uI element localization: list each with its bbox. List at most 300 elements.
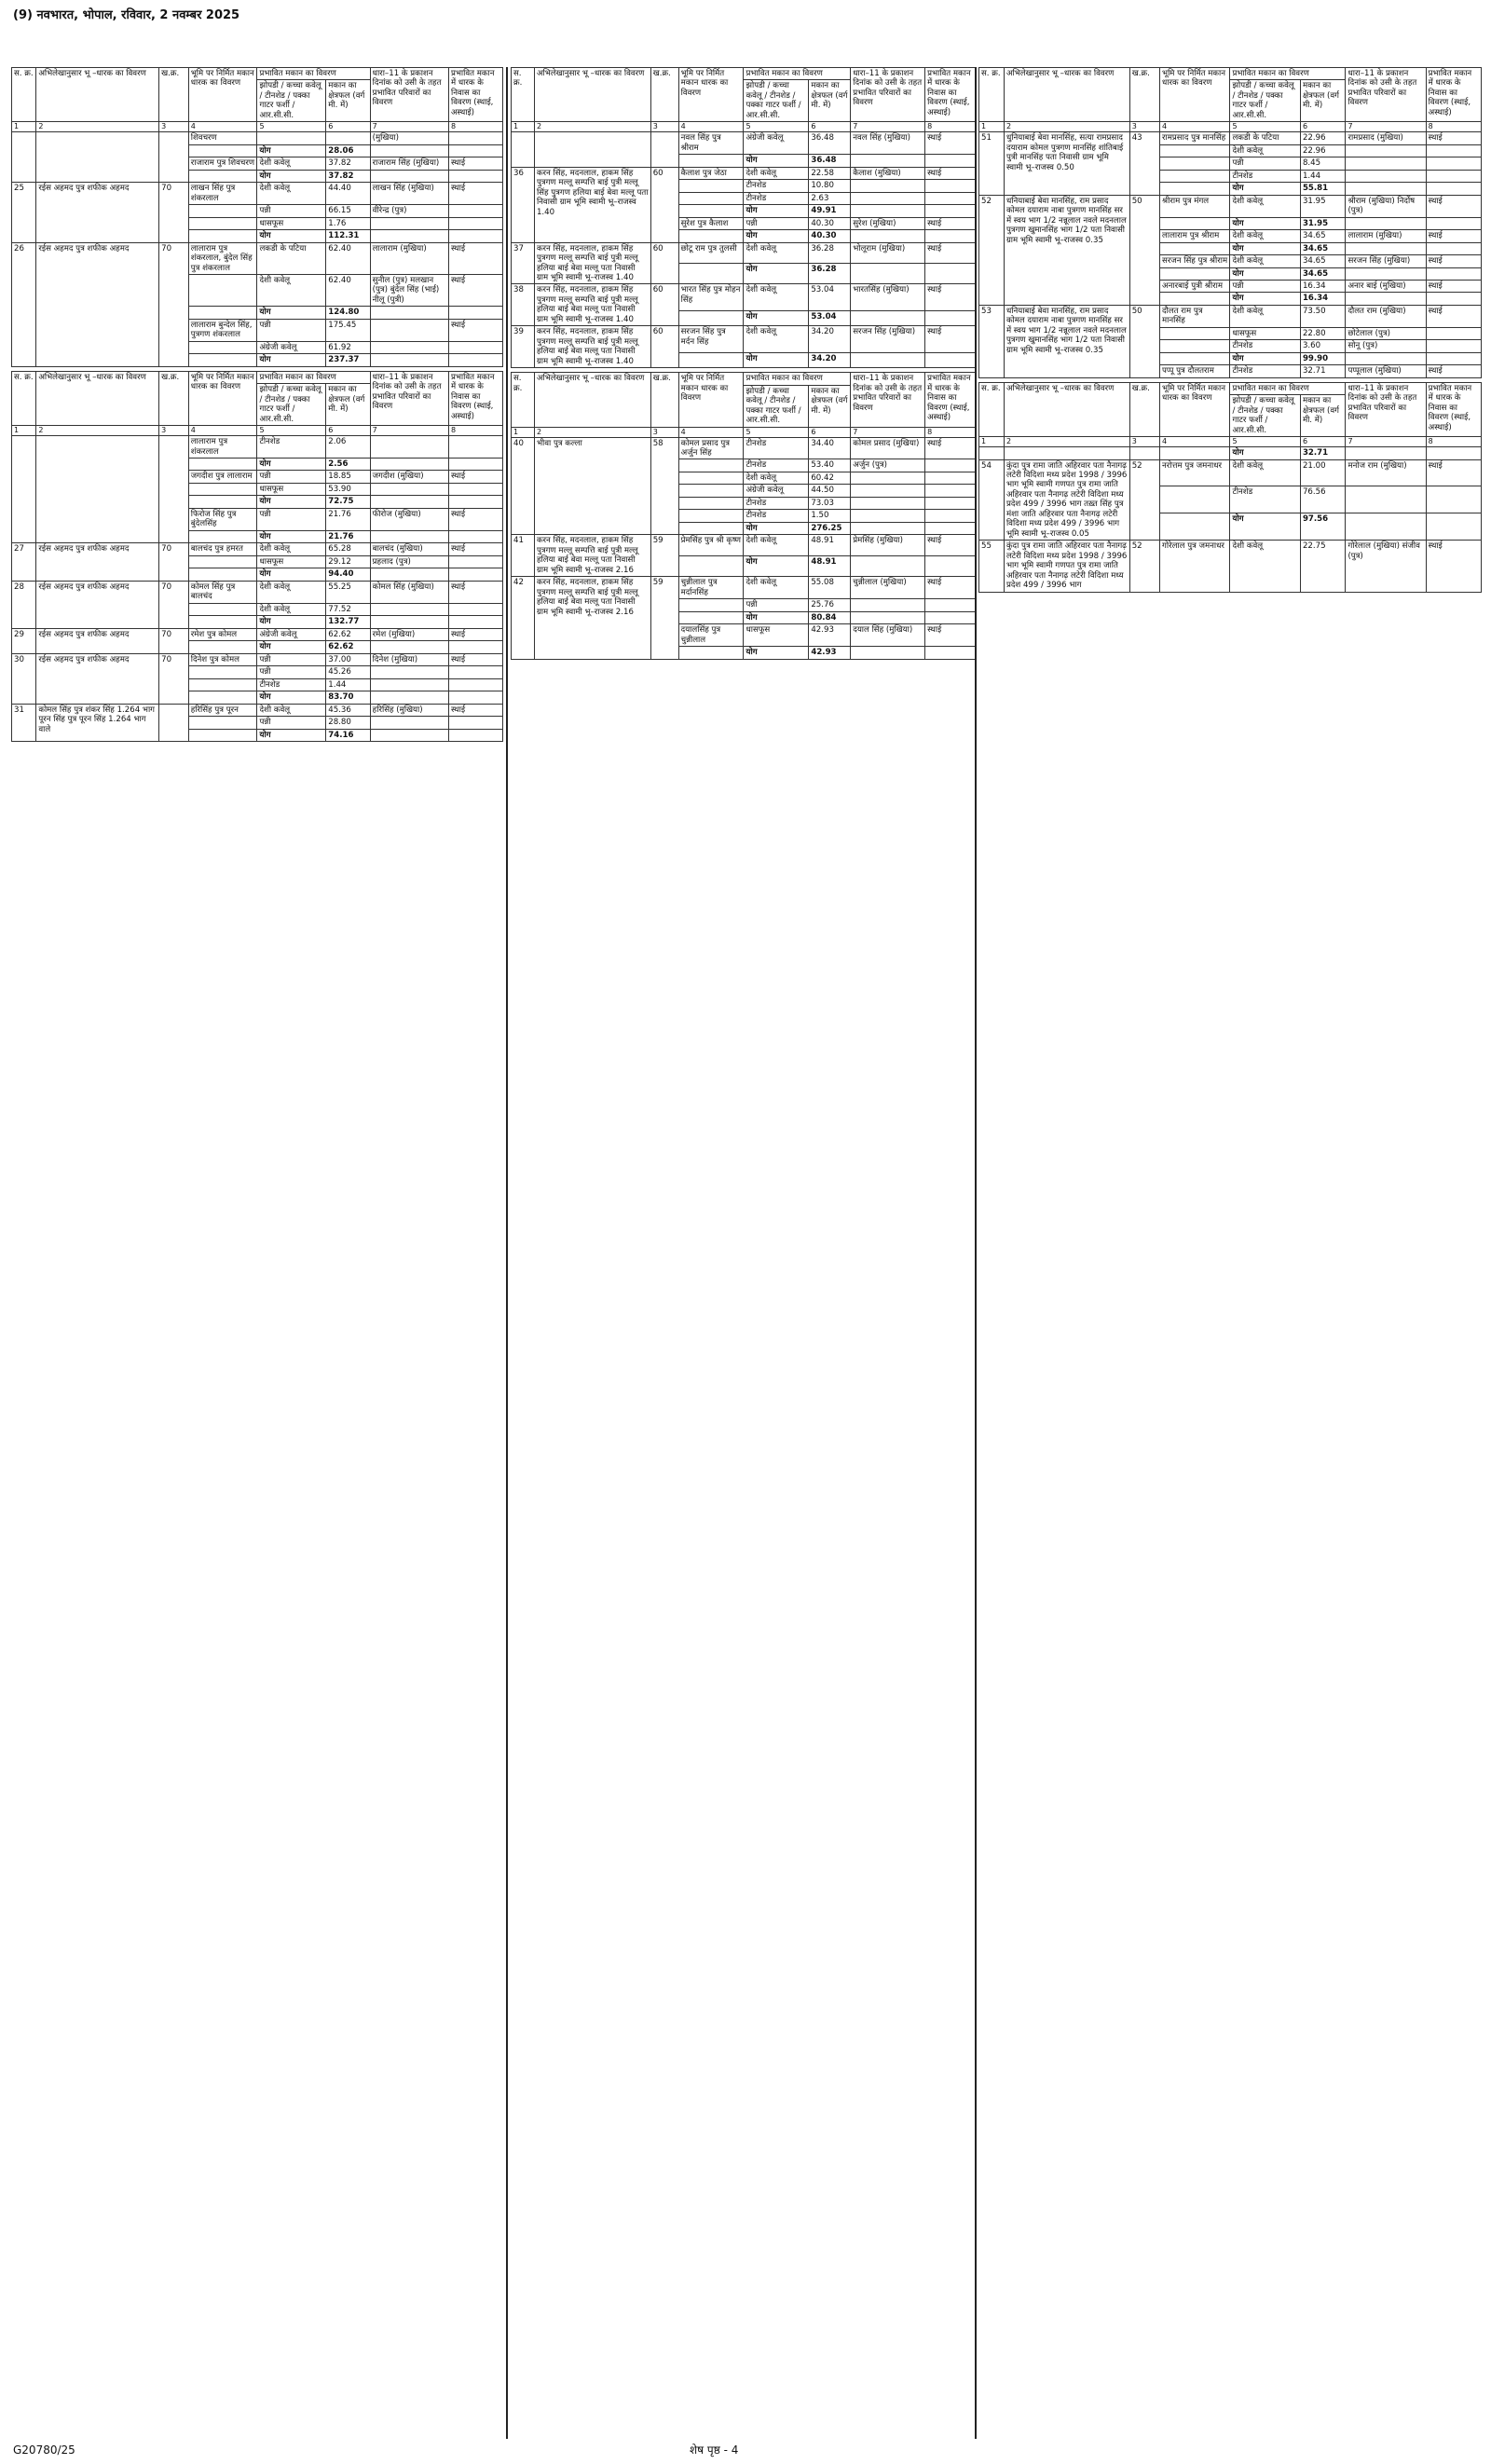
column-number: 1	[12, 426, 36, 436]
affected-family	[370, 496, 448, 508]
residence-status: स्थाई	[925, 577, 977, 599]
column-header: झोपडी / कच्चा कवेलू / टीनशेड / पक्का गाटर फर्शी / आर.सी.सी.	[1230, 395, 1300, 437]
residence-status	[1426, 447, 1481, 459]
column-number: 6	[326, 426, 370, 436]
affected-family	[851, 472, 925, 484]
table-row	[12, 653, 503, 665]
house-area: 45.36	[326, 704, 370, 716]
column-header: भूमि पर निर्मित मकान धारक का विवरण	[188, 371, 257, 425]
house-type: योग	[257, 496, 326, 508]
house-holder	[188, 354, 257, 366]
residence-status	[925, 192, 977, 204]
column-number: 7	[1346, 122, 1426, 132]
house-holder	[188, 341, 257, 353]
affected-family: लालाराम (मुखिया)	[370, 242, 448, 274]
table-row	[12, 132, 503, 144]
continued-note: शेष पृष्ठ - 4	[690, 2443, 739, 2457]
house-area: 2.06	[326, 436, 370, 459]
column-divider	[506, 67, 508, 2439]
column-header: अभिलेखानुसार भू –धारक का विवरण	[534, 68, 650, 122]
residence-status: स्थाई	[1426, 255, 1481, 267]
house-holder: दयालसिंह पुत्र चुन्नीलाल	[678, 624, 744, 647]
residence-status	[925, 459, 977, 472]
owner-details: धुनियाबाई बेवा मानसिंह, सत्या रामप्रसाद दयाराम कोमल पुत्रगण मानसिंह शांतिबाई पुत्री मानसिंह पता निवासी ग्राम भूमि स्वामी भू–राजस्व 0.50	[1004, 132, 1129, 195]
residence-status: स्थाई	[448, 628, 502, 640]
house-holder: चुन्नीलाल पुत्र मर्दानसिंह	[678, 577, 744, 599]
khasra-number: 70	[159, 183, 189, 242]
residence-status: स्थाई	[925, 167, 977, 179]
house-holder: फिरोज सिंह पुत्र बुंदेलसिंह	[188, 508, 257, 530]
owner-details: रईस अहमद पुत्र शफीक अहमद	[36, 242, 159, 366]
owner-details: रईस अहमद पुत्र शफीक अहमद	[36, 653, 159, 704]
column-number: 4	[678, 427, 744, 437]
residence-status	[448, 603, 502, 615]
owner-details: कोमल सिंह पुत्र शंकर सिंह 1.264 भाग पूरन सिंह पुत्र पूरन सिंह 1.264 भाग वाले	[36, 704, 159, 741]
house-holder	[678, 555, 744, 576]
column-number: 4	[1160, 437, 1230, 447]
house-area: 1.50	[809, 510, 851, 522]
owner-details: कुंदा पुत्र रामा जाति अहिरवार पता नैनागढ़ लटेरी विदिशा मध्य प्रदेश 1998 / 3996 भाग भूमि स्वामी गणपत पुत्र रामा जाति अहिरवार पता नैनागढ़ लटेरी विदिशा मध्य प्रदेश 499 / 3996 भाग	[1004, 541, 1129, 592]
serial-number: 41	[512, 535, 535, 577]
residence-status: स्थाई	[1426, 280, 1481, 292]
house-holder	[188, 616, 257, 628]
house-area: 40.30	[809, 230, 851, 242]
table-row	[979, 195, 1482, 217]
house-area: 44.40	[326, 183, 370, 205]
serial-number: 37	[512, 242, 535, 284]
house-area: 53.40	[809, 459, 851, 472]
house-holder	[188, 555, 257, 568]
house-holder: रमेश पुत्र कोमल	[188, 628, 257, 640]
column-header: प्रभावित मकान का विवरण	[257, 371, 370, 383]
house-holder	[188, 496, 257, 508]
house-type: पन्नी	[257, 508, 326, 530]
owner-details: रईस अहमद पुत्र शफीक अहमद	[36, 543, 159, 581]
house-area: 21.76	[326, 530, 370, 542]
column-header: प्रभावित मकान का विवरण	[744, 68, 851, 80]
serial-number	[12, 436, 36, 543]
house-type: पन्नी	[1230, 157, 1300, 170]
house-area: 44.50	[809, 485, 851, 497]
column-header: प्रभावित मकान का विवरण	[257, 68, 370, 80]
owner-details: करन सिंह, मदनलाल, हाकम सिंह पुत्रगण मल्लू सम्पत्ति बाई पुत्री मल्लू हलिया बाई बेवा मल्लू पता निवासी ग्राम भूमि स्वामी भू–राजस्व 2.16	[534, 535, 650, 577]
affected-family	[1346, 242, 1426, 254]
column-header: धारा–11 के प्रकाशन दिनांक को उसी के तहत प्रभावित परिवारों का विवरण	[370, 371, 448, 425]
residence-status: स्थाई	[925, 624, 977, 647]
house-holder	[678, 599, 744, 611]
column-header: मकान का क्षेत्रफल (वर्ग मी. में)	[809, 385, 851, 427]
serial-number: 25	[12, 183, 36, 242]
serial-number	[512, 132, 535, 167]
house-holder	[188, 483, 257, 495]
house-area: 132.77	[326, 616, 370, 628]
house-area: 72.75	[326, 496, 370, 508]
house-type: टीनशेड	[744, 497, 809, 509]
table-header-row	[12, 371, 503, 383]
column-header: प्रभावित मकान में धारक के निवास का विवरण (स्थाई, अस्थाई)	[925, 373, 977, 427]
serial-number: 26	[12, 242, 36, 366]
residence-status	[1426, 170, 1481, 182]
column-header: मकान का क्षेत्रफल (वर्ग मी. में)	[326, 80, 370, 122]
house-area: 60.42	[809, 472, 851, 484]
residence-status	[925, 555, 977, 576]
house-type: देशी कवेलू	[1230, 541, 1300, 592]
serial-number: 27	[12, 543, 36, 581]
house-holder	[188, 568, 257, 581]
house-type: अंग्रेजी कवेलू	[257, 628, 326, 640]
column-header: प्रभावित मकान में धारक के निवास का विवरण (स्थाई, अस्थाई)	[1426, 68, 1481, 122]
house-type: योग	[257, 307, 326, 319]
column-number: 8	[925, 427, 977, 437]
affected-family: सुरेश (मुखिया)	[851, 217, 925, 229]
affected-family	[370, 307, 448, 319]
column-header: मकान का क्षेत्रफल (वर्ग मी. में)	[1300, 80, 1346, 122]
house-holder	[188, 217, 257, 229]
house-type: पन्नी	[1230, 280, 1300, 292]
column-number: 5	[1230, 437, 1300, 447]
affected-family: कोमल सिंह (मुखिया)	[370, 581, 448, 603]
khasra-number: 59	[650, 535, 678, 577]
house-type: देशी कवेलू	[1230, 144, 1300, 157]
column-header: भूमि पर निर्मित मकान धारक का विवरण	[188, 68, 257, 122]
residence-status	[1426, 267, 1481, 280]
house-area: 29.12	[326, 555, 370, 568]
affected-family	[370, 483, 448, 495]
residence-status: स्थाई	[1426, 541, 1481, 592]
residence-status	[448, 666, 502, 678]
house-type: देशी कवेलू	[1230, 195, 1300, 217]
affected-family: भोलूराम (मुखिया)	[851, 242, 925, 263]
khasra-number	[650, 132, 678, 167]
affected-family	[370, 666, 448, 678]
house-type: योग	[257, 230, 326, 242]
column-number: 1	[12, 122, 36, 132]
residence-status	[448, 729, 502, 741]
house-holder	[678, 311, 744, 326]
house-area: 112.31	[326, 230, 370, 242]
house-area: 37.82	[326, 157, 370, 170]
column-header: ख.क्र.	[1129, 382, 1159, 436]
house-area: 74.16	[326, 729, 370, 741]
table-header-row	[12, 68, 503, 80]
serial-number: 53	[979, 305, 1005, 377]
house-area: 18.85	[326, 471, 370, 483]
khasra-number: 70	[159, 653, 189, 704]
house-type: टीनशेड	[744, 437, 809, 459]
owner-details: रईस अहमद पुत्र शफीक अहमद	[36, 183, 159, 242]
house-area: 55.25	[326, 581, 370, 603]
column-header: धारा–11 के प्रकाशन दिनांक को उसी के तहत प्रभावित परिवारों का विवरण	[851, 68, 925, 122]
house-type: योग	[1230, 293, 1300, 305]
house-type: देशी कवेलू	[1230, 230, 1300, 242]
residence-status: स्थाई	[925, 217, 977, 229]
house-area: 53.04	[809, 311, 851, 326]
column-number: 3	[1129, 122, 1159, 132]
residence-status: स्थाई	[448, 274, 502, 306]
house-area: 28.80	[326, 717, 370, 729]
house-holder	[188, 717, 257, 729]
serial-number: 55	[979, 541, 1005, 592]
house-area: 55.08	[809, 577, 851, 599]
house-type: अंग्रेजी कवेलू	[257, 341, 326, 353]
house-holder	[188, 729, 257, 741]
affected-family: राजाराम सिंह (मुखिया)	[370, 157, 448, 170]
column-number: 4	[1160, 122, 1230, 132]
house-area: 37.82	[326, 170, 370, 182]
house-area: 21.76	[326, 508, 370, 530]
column-header: भूमि पर निर्मित मकान धारक का विवरण	[1160, 382, 1230, 436]
house-area: 22.58	[809, 167, 851, 179]
affected-family: सरजन सिंह (मुखिया)	[851, 326, 925, 353]
house-area: 237.37	[326, 354, 370, 366]
serial-number: 30	[12, 653, 36, 704]
newspaper-header: (9) नवभारत, भोपाल, रविवार, 2 नवम्बर 2025	[13, 8, 240, 22]
residence-status	[1426, 293, 1481, 305]
table-row	[512, 437, 977, 459]
house-area: 37.00	[326, 653, 370, 665]
residence-status	[448, 691, 502, 704]
house-holder: सुरेश पुत्र कैलाश	[678, 217, 744, 229]
residence-status	[448, 459, 502, 471]
house-holder	[1160, 217, 1230, 229]
column-number: 6	[1300, 437, 1346, 447]
column-header: ख.क्र.	[159, 371, 189, 425]
house-area: 40.30	[809, 217, 851, 229]
residence-status: स्थाई	[448, 653, 502, 665]
affected-family	[851, 522, 925, 534]
residence-status: स्थाई	[448, 471, 502, 483]
affected-family	[370, 678, 448, 691]
residence-status	[448, 678, 502, 691]
owner-details	[534, 132, 650, 167]
house-area: 53.04	[809, 284, 851, 311]
house-area: 21.00	[1300, 459, 1346, 486]
house-holder: जगदीश पुत्र लालाराम	[188, 471, 257, 483]
khasra-number: 59	[650, 577, 678, 659]
column-number: 6	[809, 427, 851, 437]
affected-family	[370, 354, 448, 366]
column-header: मकान का क्षेत्रफल (वर्ग मी. में)	[326, 384, 370, 426]
house-type: योग	[744, 205, 809, 217]
affected-family: बालचंद (मुखिया)	[370, 543, 448, 555]
house-holder: कोमल सिंह पुत्र बालचंद	[188, 581, 257, 603]
house-area: 34.20	[809, 353, 851, 368]
house-holder: शिवचरण	[188, 132, 257, 144]
house-area: 48.91	[809, 555, 851, 576]
affected-family: सोनू (पुत्र)	[1346, 340, 1426, 352]
house-type: योग	[257, 568, 326, 581]
column-number: 8	[1426, 122, 1481, 132]
house-type: टीनशेड	[1230, 365, 1300, 377]
house-area: 1.44	[326, 678, 370, 691]
affected-family	[370, 170, 448, 182]
house-holder: श्रीराम पुत्र मंगल	[1160, 195, 1230, 217]
affected-family	[370, 616, 448, 628]
house-type: योग	[1230, 217, 1300, 229]
house-type: योग	[1230, 352, 1300, 364]
house-type: धासफूस	[1230, 327, 1300, 339]
residence-status	[925, 264, 977, 284]
column-header: धारा–11 के प्रकाशन दिनांक को उसी के तहत प्रभावित परिवारों का विवरण	[1346, 382, 1426, 436]
column-divider	[975, 67, 977, 2439]
column-number: 2	[1004, 437, 1129, 447]
column-header: प्रभावित मकान में धारक के निवास का विवरण (स्थाई, अस्थाई)	[1426, 382, 1481, 436]
residence-status	[925, 485, 977, 497]
house-area: 2.56	[326, 459, 370, 471]
house-type: देशी कवेलू	[744, 167, 809, 179]
affected-family	[851, 611, 925, 623]
affected-family: श्रीराम (मुखिया) निर्दोष (पुत्र)	[1346, 195, 1426, 217]
table-row	[512, 284, 977, 311]
house-holder: दिनेश पुत्र कोमल	[188, 653, 257, 665]
column-header: प्रभावित मकान में धारक के निवास का विवरण (स्थाई, अस्थाई)	[448, 371, 502, 425]
house-area: 73.50	[1300, 305, 1346, 327]
house-area: 61.92	[326, 341, 370, 353]
residence-status	[448, 568, 502, 581]
house-type: देशी कवेलू	[744, 284, 809, 311]
house-holder	[678, 522, 744, 534]
column-header: ख.क्र.	[650, 373, 678, 427]
house-type: देशी कवेलू	[1230, 255, 1300, 267]
affected-family	[370, 436, 448, 459]
house-type: योग	[257, 729, 326, 741]
serial-number: 39	[512, 326, 535, 368]
column-number: 4	[678, 122, 744, 132]
house-area: 65.28	[326, 543, 370, 555]
house-holder: लालाराम पुत्र शंकरलाल, बुंदेल सिंह पुत्र शंकरलाल	[188, 242, 257, 274]
table-row	[12, 183, 503, 205]
owner-details: रईस अहमद पुत्र शफीक अहमद	[36, 581, 159, 628]
column-number: 5	[257, 122, 326, 132]
house-area: 97.56	[1300, 513, 1346, 541]
khasra-number	[159, 704, 189, 741]
residence-status	[925, 205, 977, 217]
house-type: योग	[257, 691, 326, 704]
affected-family	[851, 510, 925, 522]
affected-family: हरिसिंह (मुखिया)	[370, 704, 448, 716]
house-holder: राजाराम पुत्र शिवचरण	[188, 157, 257, 170]
house-type: योग	[1230, 513, 1300, 541]
column-number-row	[512, 427, 977, 437]
owner-details	[36, 436, 159, 543]
house-type: पन्नी	[257, 666, 326, 678]
owner-details: धनियाबाई बेवा मानसिंह, राम प्रसाद कोमल दयाराम नाबा पुत्रगण मानसिंह सर में स्वय भाग 1/2 नन्नूलाल नवले मदनलाल पुत्रगण खुमानसिंह भाग 1/2 पता निवासी ग्राम भूमि स्वामी भू–राजस्व 0.35	[1004, 305, 1129, 377]
house-holder	[1160, 447, 1230, 459]
column-number-row	[979, 437, 1482, 447]
residence-status	[448, 217, 502, 229]
house-area: 175.45	[326, 319, 370, 341]
house-area: 1.76	[326, 217, 370, 229]
house-holder	[1160, 293, 1230, 305]
residence-status: स्थाई	[925, 132, 977, 155]
khasra-number	[159, 436, 189, 543]
residence-status	[448, 230, 502, 242]
house-holder	[1160, 183, 1230, 195]
table-row	[512, 167, 977, 179]
column-header: झोपडी / कच्चा कवेलू / टीनशेड / पक्का गाटर फर्शी / आर.सी.सी.	[257, 80, 326, 122]
house-holder	[188, 641, 257, 653]
column-number: 3	[650, 427, 678, 437]
house-type: देशी कवेलू	[1230, 305, 1300, 327]
house-area: 22.75	[1300, 541, 1346, 592]
column-number: 8	[448, 122, 502, 132]
house-area: 62.62	[326, 628, 370, 640]
house-area: 32.71	[1300, 447, 1346, 459]
residence-status	[925, 180, 977, 192]
column-header: प्रभावित मकान में धारक के निवास का विवरण (स्थाई, अस्थाई)	[448, 68, 502, 122]
column-number-row	[979, 122, 1482, 132]
affected-family	[370, 319, 448, 341]
table-row	[979, 132, 1482, 144]
khasra-number: 60	[650, 284, 678, 326]
affected-family: नवल सिंह (मुखिया)	[851, 132, 925, 155]
column-number: 1	[979, 437, 1005, 447]
house-type: पन्नी	[744, 217, 809, 229]
house-type: पन्नी	[257, 471, 326, 483]
residence-status	[448, 170, 502, 182]
table-row	[979, 447, 1482, 459]
affected-family: वीरेन्द्र (पुत्र)	[370, 205, 448, 217]
affected-family	[1346, 293, 1426, 305]
house-area: 34.65	[1300, 255, 1346, 267]
acquisition-table	[511, 67, 977, 368]
column-number: 5	[1230, 122, 1300, 132]
affected-family	[370, 341, 448, 353]
house-type: धासफूस	[744, 624, 809, 647]
residence-status: स्थाई	[925, 437, 977, 459]
house-type: योग	[257, 616, 326, 628]
house-area: 22.96	[1300, 144, 1346, 157]
house-type: पन्नी	[257, 205, 326, 217]
column-header: झोपडी / कच्चा कवेलू / टीनशेड / पक्का गाटर फर्शी / आर.सी.सी.	[744, 80, 809, 122]
house-area: 66.15	[326, 205, 370, 217]
house-area: 34.20	[809, 326, 851, 353]
house-holder: बालचंद पुत्र हमरत	[188, 543, 257, 555]
table-row	[979, 541, 1482, 592]
column-number: 2	[36, 122, 159, 132]
house-holder: लाखन सिंह पुत्र शंकरलाल	[188, 183, 257, 205]
house-area: 34.40	[809, 437, 851, 459]
affected-family: प्रेमसिंह (मुखिया)	[851, 535, 925, 555]
residence-status: स्थाई	[1426, 459, 1481, 486]
house-holder	[1160, 144, 1230, 157]
house-type: देशी कवेलू	[744, 242, 809, 263]
house-type: योग	[744, 611, 809, 623]
house-holder: कोमल प्रसाद पुत्र अर्जुन सिंह	[678, 437, 744, 459]
house-type: देशी कवेलू	[744, 577, 809, 599]
house-type: पन्नी	[257, 319, 326, 341]
house-area	[326, 132, 370, 144]
affected-family: प्रहलाद (पुत्र)	[370, 555, 448, 568]
residence-status: स्थाई	[448, 543, 502, 555]
residence-status: स्थाई	[448, 508, 502, 530]
house-area: 76.56	[1300, 486, 1346, 513]
residence-status: स्थाई	[925, 284, 977, 311]
house-holder: सरजन सिंह पुत्र मर्दन सिंह	[678, 326, 744, 353]
house-area: 34.65	[1300, 242, 1346, 254]
house-type: देशी कवेलू	[257, 157, 326, 170]
owner-details: कुंदा पुत्र रामा जाति अहिरवार पता नैनागढ़ लटेरी विदिशा मध्य प्रदेश 1998 / 3996 भाग भूमि स्वामी गणपत पुत्र रामा जाति अहिरवार पता नैनागढ़ लटेरी विदिशा मध्य प्रदेश 499 / 3996 भाग तख़्त सिंह पुत्र मंशा जाति अहिरवार पता नैनागढ़ लटेरी विदिशा मध्य प्रदेश 499 / 3996 भाग भूमि स्वामी भू–राजस्व 0.05	[1004, 459, 1129, 541]
house-area: 22.96	[1300, 132, 1346, 144]
table-row	[12, 628, 503, 640]
table-header-row	[979, 68, 1482, 80]
residence-status: स्थाई	[448, 319, 502, 341]
affected-family: चुन्नीलाल (मुखिया)	[851, 577, 925, 599]
owner-details: करन सिंह, मदनलाल, हाकम सिंह पुत्रगण मल्लू सम्पत्ति बाई पुत्री मल्लू हलिया बाई बेवा मल्लू पता निवासी ग्राम भूमि स्वामी भू–राजस्व 1.40	[534, 326, 650, 368]
affected-family	[851, 647, 925, 659]
column-header: झोपडी / कच्चा कवेलू / टीनशेड / पक्का गाटर फर्शी / आर.सी.सी.	[257, 384, 326, 426]
house-holder	[1160, 267, 1230, 280]
